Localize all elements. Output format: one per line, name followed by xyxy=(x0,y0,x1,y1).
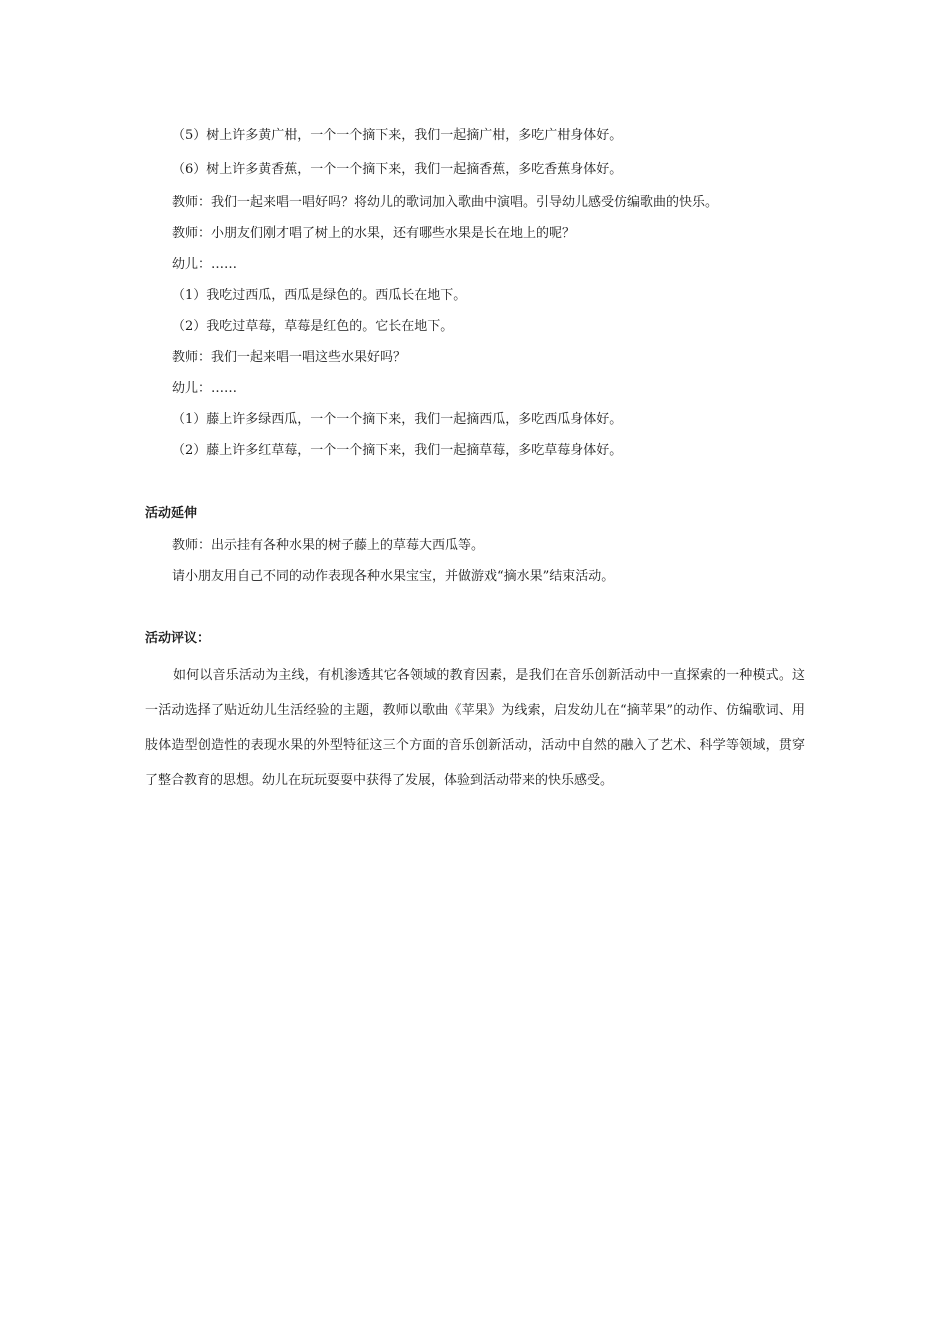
review-paragraph: 如何以音乐活动为主线，有机渗透其它各领域的教育因素，是我们在音乐创新活动中一直探索的一种模式。这一活动选择了贴近幼儿生活经验的主题，教师以歌曲《苹果》为线索，启发幼儿在“摘苹果”的动作、仿编歌词、用肢体造型创造性的表现水果的外型特征这三个方面的音乐创新活动，活动中自然的融入了艺术、科学等领域，贯穿了整合教育的思想。幼儿在玩玩耍耍中获得了发展，体验到活动带来的快乐感受。 xyxy=(145,668,805,788)
child-answer-1: （1）我吃过西瓜，西瓜是绿色的。西瓜长在地下。 xyxy=(172,288,467,303)
teacher-line: 教师：我们一起来唱一唱好吗？将幼儿的歌词加入歌曲中演唱。引导幼儿感受仿编歌曲的快乐。 xyxy=(172,195,719,210)
song-line-5: （5）树上许多黄广柑，一个一个摘下来，我们一起摘广柑，多吃广柑身体好。 xyxy=(172,128,623,143)
teacher-line: 教师：我们一起来唱一唱这些水果好吗？ xyxy=(172,350,407,365)
song-line-6: （6）树上许多黄香蕉，一个一个摘下来，我们一起摘香蕉，多吃香蕉身体好。 xyxy=(172,162,623,177)
child-answer-2: （2）我吃过草莓，草莓是红色的。它长在地下。 xyxy=(172,319,454,334)
review-heading: 活动评议： xyxy=(145,631,211,646)
extension-line: 请小朋友用自己不同的动作表现各种水果宝宝，并做游戏“摘水果”结束活动。 xyxy=(172,569,615,584)
extension-line: 教师：出示挂有各种水果的树子藤上的草莓大西瓜等。 xyxy=(172,538,485,553)
song-line-strawberry: （2）藤上许多红草莓，一个一个摘下来，我们一起摘草莓，多吃草莓身体好。 xyxy=(172,443,623,458)
child-line: 幼儿：…… xyxy=(172,381,238,396)
teacher-line: 教师：小朋友们刚才唱了树上的水果，还有哪些水果是长在地上的呢？ xyxy=(172,226,576,241)
extension-heading: 活动延伸 xyxy=(145,506,198,521)
song-line-watermelon: （1）藤上许多绿西瓜，一个一个摘下来，我们一起摘西瓜，多吃西瓜身体好。 xyxy=(172,412,623,427)
child-line: 幼儿：…… xyxy=(172,257,238,272)
